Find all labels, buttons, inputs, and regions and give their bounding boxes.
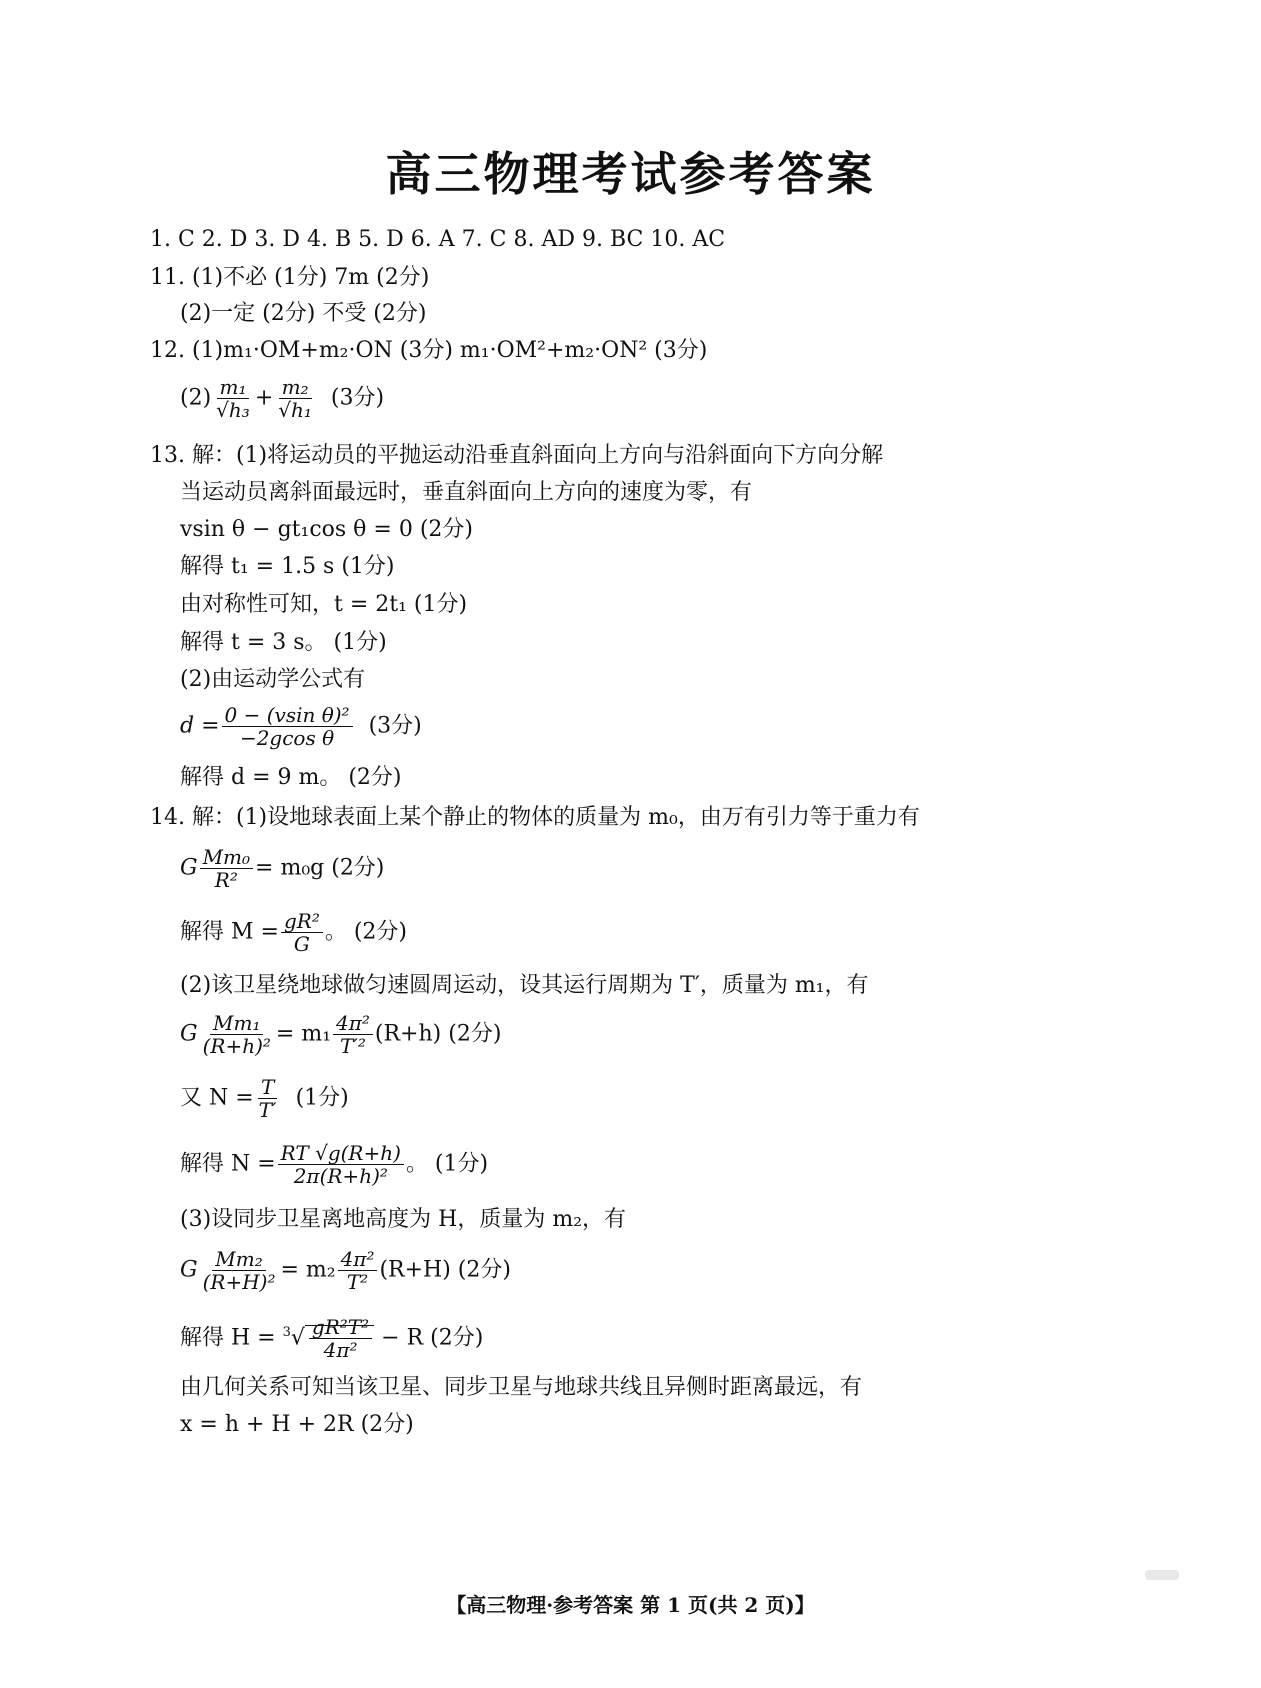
fraction — [256, 1076, 280, 1121]
score: (1分) — [295, 1085, 349, 1111]
formula-suffix: (R+H) (2分) — [379, 1257, 511, 1283]
fraction-denominator: G — [293, 932, 310, 956]
fraction — [200, 1248, 279, 1293]
fraction-numerator: Mm₂ — [212, 1248, 265, 1271]
formula-prefix: G — [180, 855, 198, 881]
fraction — [222, 704, 353, 749]
fraction-denominator: T′² — [340, 1034, 366, 1058]
fraction-denominator: R² — [214, 868, 238, 892]
fraction-denominator: √h₃ — [216, 398, 250, 422]
fraction-numerator: m₂ — [279, 376, 312, 399]
q13-line-1: 13. 解：(1)将运动员的平抛运动沿垂直斜面向上方向与沿斜面向下方向分解 — [150, 443, 884, 468]
q14-line-1: 14. 解：(1)设地球表面上某个静止的物体的质量为 m₀，由万有引力等于重力有 — [150, 805, 920, 830]
fraction — [278, 1142, 404, 1187]
q14-line-9 — [180, 1248, 511, 1293]
q12-l2-score: (3分) — [330, 385, 385, 411]
fraction — [213, 376, 253, 421]
fraction-denominator: (R+h)² — [202, 1034, 271, 1058]
formula-middle: = m₁ — [275, 1021, 332, 1047]
q13-line-4: 解得 t₁ = 1.5 s (1分) — [180, 554, 395, 579]
fraction-numerator: m₁ — [217, 376, 250, 399]
q12-l2-prefix: (2) — [180, 385, 212, 411]
fraction — [275, 376, 315, 421]
fraction-denominator: (R+H)² — [202, 1270, 276, 1294]
q13-line-7: (2)由运动学公式有 — [180, 667, 366, 692]
fraction-numerator: Mm₀ — [200, 846, 253, 869]
fraction-numerator: 4π² — [333, 1012, 373, 1035]
q14-line-5 — [180, 1012, 501, 1057]
root-index: 3 — [282, 1325, 291, 1341]
fraction-denominator: −2gcos θ — [239, 726, 335, 750]
page-footer: 【高三物理·参考答案 第 1 页(共 2 页)】 — [446, 1593, 815, 1617]
radical-sign: √ — [290, 1325, 305, 1351]
fraction-numerator: T — [258, 1076, 277, 1099]
q14-line-6 — [180, 1076, 349, 1121]
fraction-denominator: 2π(R+h)² — [293, 1164, 388, 1188]
fraction — [200, 846, 253, 891]
q12-line-1: 12. (1)m₁·OM+m₂·ON (3分) m₁·OM²+m₂·ON² (3分) — [150, 338, 708, 363]
q13-line-2: 当运动员离斜面最远时，垂直斜面向上方向的速度为零，有 — [180, 480, 753, 505]
formula-suffix: 。 (2分) — [324, 919, 408, 945]
fraction — [338, 1248, 378, 1293]
fraction-numerator: Mm₁ — [210, 1012, 263, 1035]
q13-line-8 — [180, 704, 422, 749]
q12-line-2 — [180, 376, 384, 421]
formula-prefix: d = — [180, 713, 220, 739]
formula-prefix: 又 N = — [180, 1085, 254, 1111]
scan-smudge — [1145, 1570, 1179, 1580]
formula-suffix: − R (2分) — [381, 1325, 484, 1351]
fraction-numerator: gR²T² — [309, 1316, 372, 1339]
q14-line-3 — [180, 910, 407, 955]
fraction-numerator: 4π² — [338, 1248, 378, 1271]
q14-line-10 — [180, 1316, 483, 1361]
radicand — [305, 1315, 374, 1362]
q13-line-5: 由对称性可知，t = 2t₁ (1分) — [180, 592, 468, 617]
q14-line-11: 由几何关系可知当该卫星、同步卫星与地球共线且异侧时距离最远，有 — [180, 1375, 863, 1400]
q14-line-7 — [180, 1142, 488, 1187]
formula-prefix: G — [180, 1257, 198, 1283]
q13-line-6: 解得 t = 3 s。 (1分) — [180, 630, 387, 655]
fraction-numerator: gR² — [281, 910, 323, 933]
score: (3分) — [368, 713, 422, 739]
formula-suffix: = m₀g (2分) — [255, 855, 385, 881]
q13-line-9: 解得 d = 9 m。 (2分) — [180, 765, 402, 790]
fraction-numerator: RT √g(R+h) — [278, 1142, 404, 1165]
fraction-denominator: √h₁ — [278, 398, 312, 422]
fraction-denominator: 4π² — [323, 1338, 358, 1362]
fraction-numerator: 0 − (vsin θ)² — [222, 704, 353, 727]
formula-prefix: 解得 N = — [180, 1151, 276, 1177]
fraction — [200, 1012, 274, 1057]
formula-suffix: 。 (1分) — [405, 1151, 489, 1177]
formula-middle: = m₂ — [280, 1257, 336, 1283]
fraction — [333, 1012, 373, 1057]
plus-sign: + — [254, 385, 274, 411]
page-title: 高三物理考试参考答案 — [385, 147, 876, 201]
q13-line-3: vsin θ − gt₁cos θ = 0 (2分) — [180, 517, 473, 542]
formula-prefix: G — [180, 1021, 198, 1047]
q14-line-4: (2)该卫星绕地球做匀速圆周运动，设其运行周期为 T′，质量为 m₁，有 — [180, 973, 869, 998]
q11-line-2: (2)一定 (2分) 不受 (2分) — [180, 301, 427, 326]
formula-suffix: (R+h) (2分) — [374, 1021, 502, 1047]
formula-prefix: 解得 H = — [180, 1325, 276, 1351]
fraction — [309, 1316, 372, 1361]
fraction — [281, 910, 323, 955]
q14-line-2 — [180, 846, 384, 891]
q11-line-1: 11. (1)不必 (1分) 7m (2分) — [150, 265, 430, 290]
fraction-denominator: T′ — [258, 1098, 277, 1122]
q14-line-8: (3)设同步卫星离地高度为 H，质量为 m₂，有 — [180, 1207, 627, 1232]
formula-prefix: 解得 M = — [180, 919, 279, 945]
q14-line-12: x = h + H + 2R (2分) — [180, 1412, 414, 1437]
fraction-denominator: T² — [346, 1270, 369, 1294]
multiple-choice-answers: 1. C 2. D 3. D 4. B 5. D 6. A 7. C 8. AD 9. BC 10. AC — [150, 227, 726, 252]
